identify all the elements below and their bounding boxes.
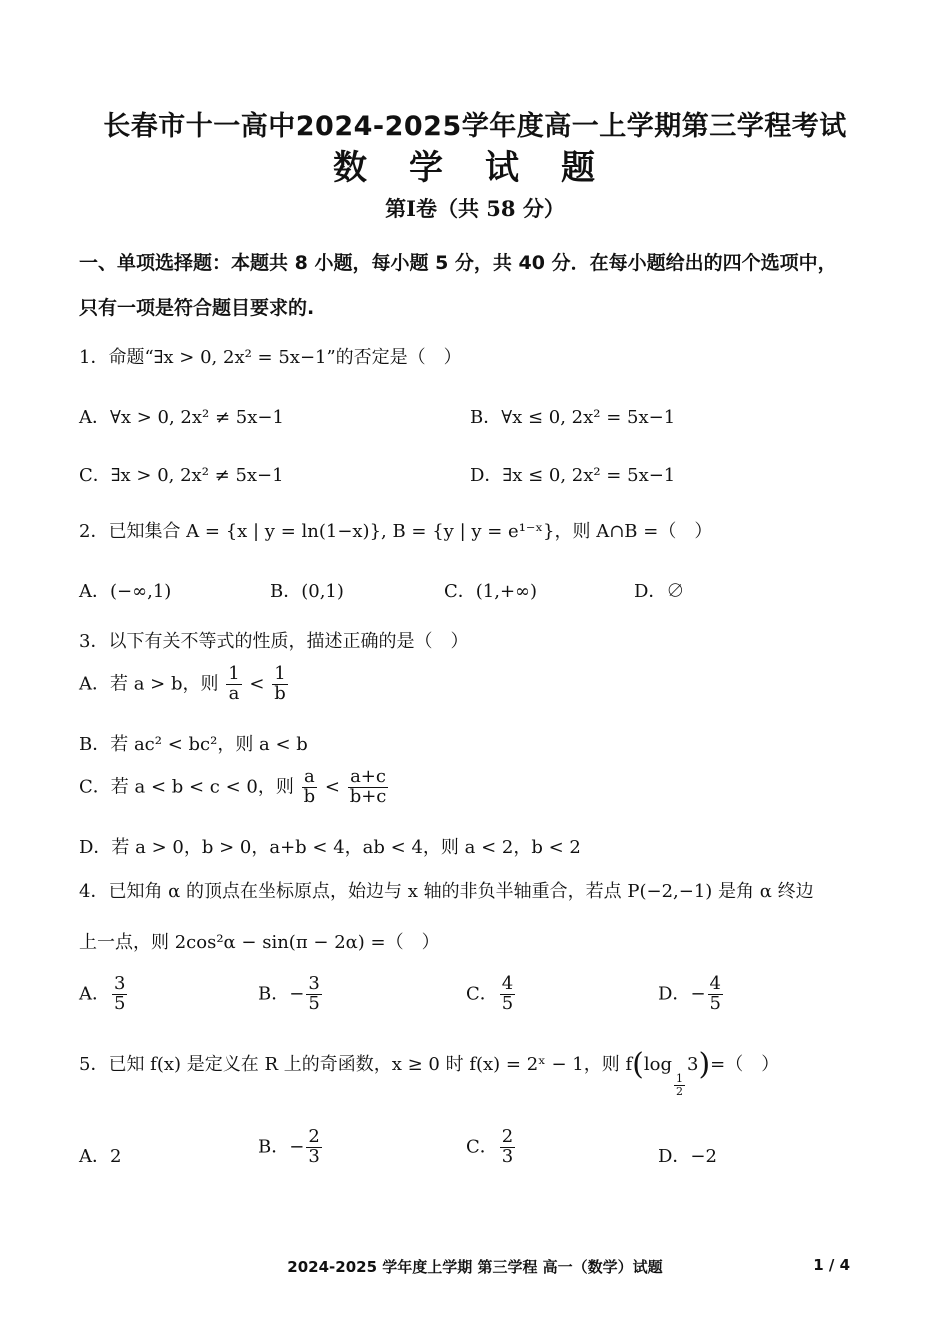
q3-option-c-prefix: C．若 a < b < c < 0，则 — [79, 776, 294, 798]
q5-option-c: C． $\frac{2}{3}$ — [466, 1126, 514, 1167]
question-4-line-2: 上一点，则 2cos²α − sin(π − 2α) =（ ） — [79, 932, 440, 953]
q2-option-b: B．(0,1) — [270, 581, 344, 602]
q5-option-a: A．2 — [79, 1146, 122, 1167]
instructions-line-1: 一、单项选择题：本题共 8 小题，每小题 5 分，共 40 分．在每小题给出的四个选项中， — [79, 252, 837, 274]
q3-a-fraction-left: $\frac{1}{a}$ — [228, 663, 240, 704]
q5-log: log — [643, 1054, 672, 1075]
question-2-stem: 2．已知集合 A = {x | y = ln(1−x)}, B = {y | y = e¹⁻ˣ}，则 A∩B =（ ） — [79, 521, 713, 542]
q5-option-d: D．−2 — [658, 1146, 717, 1167]
q5-option-b: B．− $\frac{2}{3}$ — [258, 1126, 320, 1167]
question-5-stem: 5．已知 f(x) 是定义在 R 上的奇函数，x ≥ 0 时 f(x) = 2ˣ − 1，则 f(log $\frac{1}{2}$ 3)=（ ） — [79, 1047, 780, 1098]
page-number: 1 / 4 — [813, 1256, 850, 1274]
question-4-line-1: 4．已知角 α 的顶点在坐标原点，始边与 x 轴的非负半轴重合，若点 P(−2,−1) 是角 α 终边 — [79, 881, 814, 902]
q2-option-d: D．∅ — [634, 581, 685, 602]
q5-stem-prefix: 5．已知 f(x) 是定义在 R 上的奇函数，x ≥ 0 时 f(x) = 2ˣ − 1，则 f — [79, 1054, 633, 1075]
q3-c-relation: < — [324, 776, 340, 798]
q3-option-a-prefix: A．若 a > b，则 — [79, 673, 219, 695]
q4-option-b: B．− $\frac{3}{5}$ — [258, 973, 320, 1014]
q3-a-fraction-right: $\frac{1}{b}$ — [274, 663, 286, 704]
q3-a-relation: < — [249, 673, 265, 695]
q4-option-a: A． $\frac{3}{5}$ — [79, 973, 126, 1014]
q3-option-d: D．若 a > 0，b > 0，a+b < 4，ab < 4，则 a < 2，b < 2 — [79, 837, 581, 858]
part-title: 第Ⅰ卷（共 58 分） — [385, 196, 565, 221]
q3-option-b: B．若 ac² < bc²，则 a < b — [79, 734, 308, 755]
q3-c-fraction-left: $\frac{a}{b}$ — [303, 766, 316, 807]
q4-option-c: C． $\frac{4}{5}$ — [466, 973, 514, 1014]
q2-option-c: C．(1,+∞) — [444, 581, 538, 602]
question-3-stem: 3．以下有关不等式的性质，描述正确的是（ ） — [79, 631, 469, 652]
q2-option-a: A．(−∞,1) — [79, 581, 172, 602]
exam-title: 长春市十一高中2024-2025学年度高一上学期第三学程考试 — [103, 111, 847, 142]
q3-option-c — [79, 768, 390, 807]
page-footer: 2024-2025 学年度上学期 第三学程 高一（数学）试题 — [287, 1258, 663, 1276]
q4-option-d: D．− $\frac{4}{5}$ — [658, 973, 721, 1014]
q5-log-arg: 3 — [687, 1054, 699, 1075]
question-1-stem: 1．命题“∃x > 0, 2x² = 5x−1”的否定是（ ） — [79, 347, 462, 368]
q1-option-c: C．∃x > 0, 2x² ≠ 5x−1 — [79, 465, 284, 486]
q5-log-base: $\frac{1}{2}$ — [676, 1072, 683, 1098]
q1-option-a: A．∀x > 0, 2x² ≠ 5x−1 — [79, 407, 284, 428]
q1-option-d: D．∃x ≤ 0, 2x² = 5x−1 — [470, 465, 676, 486]
q1-option-b: B．∀x ≤ 0, 2x² = 5x−1 — [470, 407, 676, 428]
q3-option-a — [79, 665, 290, 704]
subject-title: 数学试题 — [333, 148, 637, 188]
q3-c-fraction-right: $\frac{a+c}{b+c}$ — [349, 766, 387, 807]
q5-stem-suffix: =（ ） — [710, 1054, 780, 1075]
instructions-line-2: 只有一项是符合题目要求的. — [79, 297, 315, 319]
